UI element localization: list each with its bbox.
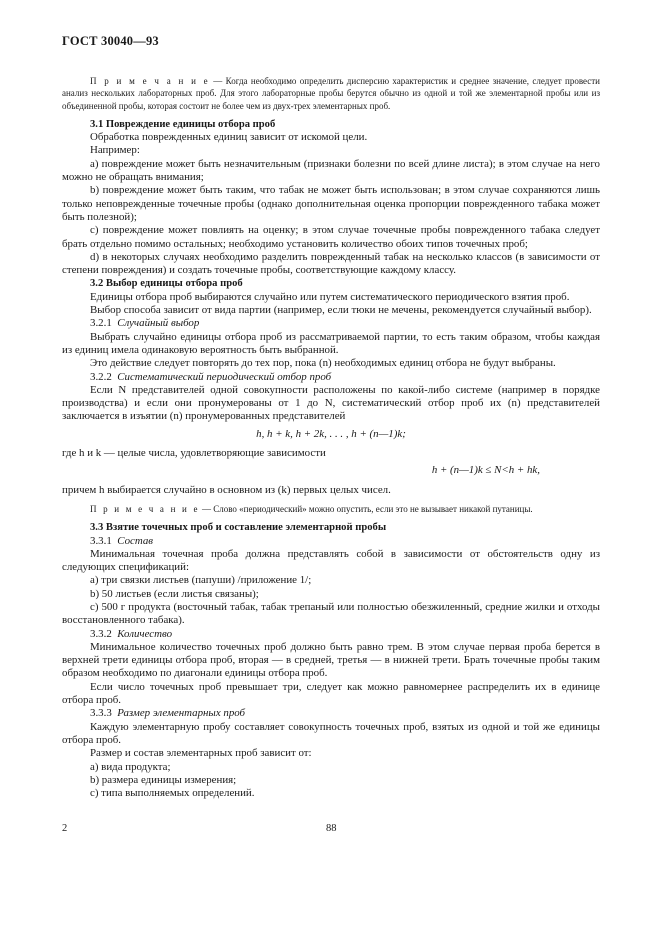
paragraph: Если число точечных проб превышает три, следует как можно равномернее распределить их в единице отбора проб. [62,680,600,707]
formula-2: h + (n—1)k ≤ N<h + hk, [431,464,540,477]
list-item: d) в некоторых случаях необходимо разделить поврежденный табак на несколько классов (в зависимости от степени повреждения) и создать точечные пробы, соответствующие каждому классу. [62,250,600,277]
list-item: а) три связки листьев (папуши) /приложение 1/; [90,574,312,587]
section-3-2-2-heading [62,371,600,384]
section-title: Состав [117,534,154,547]
section-number: 3.3.1 [90,534,112,547]
note-text: — Когда необходимо определить дисперсию характеристик и среднее значение, следует провести анализ нескольких лабораторных проб. Для этого лабораторные пробы берутся обычно из одной и той же элементарной пробы или из объединенной пробы, которая состоит не более чем из двух-трех элементарных проб. [62,76,600,111]
formula-1: h, h + k, h + 2k, . . . , h + (n—1)k; [256,427,406,440]
paragraph: Выбор способа зависит от вида партии (например, если тюки не мечены, рекомендуется случайный выбор). [90,304,592,317]
paragraph: Обработка поврежденных единиц зависит от искомой цели. [90,131,368,144]
list-item: с) типа выполняемых определений. [90,787,255,800]
section-number: 3.3.3 [90,707,112,720]
note-2 [62,503,600,515]
list-item: b) повреждение может быть таким, что табак не может быть использован; в этом случае сохраняются лишь только неповрежденные точечные пробы (однако дополнительная оценка пропорции поврежденного табака может быть полезной); [62,184,600,223]
list-item: а) вида продукта; [90,760,171,773]
paragraph: Минимальное количество точечных проб должно быть равно трем. В этом случае первая проба берется в верхней трети единицы отбора проб, вторая — в средней, третья — в нижней трети. Брать точечные пробы таким образом необходимо по диагонали единицы отбора проб. [62,640,600,680]
paragraph: Выбрать случайно единицы отбора проб из рассматриваемой партии, то есть таким образом, чтобы каждая из единиц имела одинаковую вероятность быть выбранной. [62,330,600,356]
section-3-2-heading: 3.2 Выбор единицы отбора проб [90,278,243,290]
page-number-center: 88 [326,823,337,834]
section-3-3-heading: 3.3 Взятие точечных проб и составление элементарной пробы [90,522,387,534]
list-item: с) повреждение может повлиять на оценку; в этом случае точечные пробы поврежденного табака следует брать отдельно помимо остальных; необходимо установить количество обоих типов точечных проб; [62,224,600,250]
paragraph: Это действие следует повторять до тех пор, пока (n) необходимых единиц отбора не будут выбраны. [90,357,556,370]
section-3-2-1-heading [62,317,600,330]
document-page [62,34,600,800]
section-3-3-1-heading [62,535,600,548]
list-item: с) 500 г продукта (восточный табак, табак трепаный или полностью обезжиленный, средние жилки и отходы восстановленного табака). [62,600,600,627]
section-title: Случайный выбор [117,317,200,330]
section-title: Размер элементарных проб [117,707,246,720]
standard-header: ГОСТ 30040—93 [62,34,159,48]
section-title: Количество [117,627,173,640]
section-3-1-heading: 3.1 Повреждение единицы отбора проб [90,118,276,130]
note-label: П р и м е ч а н и е [90,76,210,86]
paragraph: Если N представителей одной совокупности расположены по какой-либо системе (например в порядке производства) и если они пронумерованы от 1 до N, систематический отбор проб их (n) представителей заключается в изъятии (n) пронумерованных представителей [62,383,600,423]
section-number: 3.2.2 [90,370,112,383]
list-item: b) 50 листьев (если листья связаны); [90,587,259,600]
page-number-left: 2 [62,823,68,834]
section-number: 3.2.1 [90,317,112,330]
section-3-3-3-heading [62,707,600,720]
paragraph: Единицы отбора проб выбираются случайно или путем систематического периодического взятия проб. [90,290,570,303]
section-3-3-2-heading [62,628,600,641]
paragraph: где h и k — целые числа, удовлетворяющие зависимости [62,447,326,460]
paragraph: причем h выбирается случайно в основном из (k) первых целых чисел. [62,483,391,496]
paragraph: Каждую элементарную пробу составляет совокупность точечных проб, взятых из одной и той же единицы отбора проб. [62,720,600,746]
paragraph: Минимальная точечная проба должна представлять собой в зависимости от обстоятельств одну из следующих спецификаций: [62,547,600,574]
note-1 [62,75,600,112]
list-item: b) размера единицы измерения; [90,773,237,786]
note-label: П р и м е ч а н и е [90,503,200,514]
note-text: — Слово «периодический» можно опустить, если это не вызывает никакой путаницы. [201,503,533,514]
list-item: а) повреждение может быть незначительным (признаки болезни по всей длине листа); в этом случае на него можно не обращать внимания; [62,157,600,184]
paragraph: Размер и состав элементарных проб зависит от: [90,747,312,760]
section-number: 3.3.2 [90,627,112,640]
section-title: Систематический периодический отбор проб [117,370,332,383]
paragraph: Например: [90,144,140,157]
